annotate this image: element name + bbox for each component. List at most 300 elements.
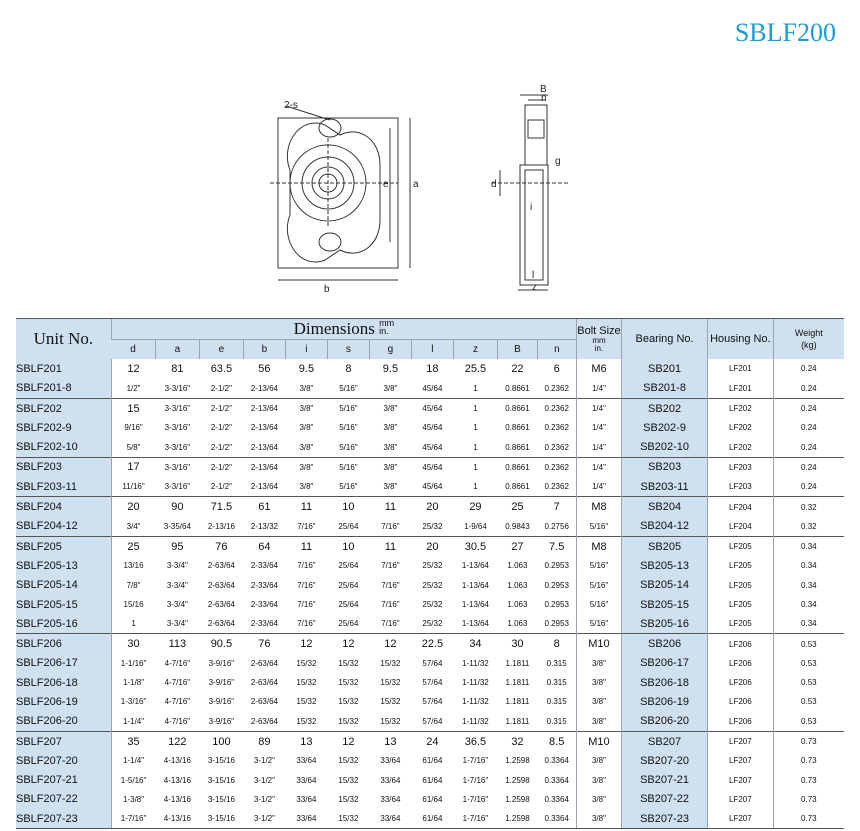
label-B: B [540,84,547,95]
dim-cell-d: 1-1/8" [123,678,145,688]
dim-cell-i: 7/16" [297,521,316,531]
dim-cell-a: 4-7/16" [164,658,191,668]
dim-cell-s: 15/32 [338,697,359,707]
dim-cell-s: 10 [327,497,369,517]
dim-cell-l: 25/32 [422,561,443,571]
bolt-unit-in: in. [594,344,604,354]
dim-cell-s: 25/64 [338,521,359,531]
dim-cell-e: 2-1/2" [210,442,232,452]
dim-cell-n: 8 [537,634,576,654]
dim-cell-a: 4-13/16 [163,775,191,785]
dim-cell-z: 1 [453,398,497,418]
bearing-no-cell: SB202-10 [622,437,708,457]
dim-cell-d: 1-1/16" [120,658,147,668]
unit-no-cell: SBLF206-19 [16,692,111,711]
dim-cell-B: 1.2598 [505,794,530,804]
dim-cell-b: 56 [258,362,271,375]
weight-cell: 0.34 [773,614,844,634]
dim-cell-e: 2-1/2" [199,457,243,477]
dim-cell-a: 3-3/16" [164,442,191,452]
table-row [16,536,844,556]
label-2-s: 2-s [284,100,298,111]
dim-cell-e: 71.5 [199,497,243,517]
dim-cell-e: 2-1/2" [210,383,232,393]
unit-no-cell: SBLF202-10 [16,437,111,457]
dim-cell-b: 2-33/64 [250,561,278,571]
dim-cell-B: 25 [497,497,537,517]
dim-cell-e: 2-63/64 [207,600,235,609]
dim-cell-l: 45/64 [422,423,443,433]
dim-cell-s: 5/16" [339,423,358,433]
dim-cell-d: 9/16" [124,423,143,433]
dim-cell-B: 1.1811 [505,658,530,668]
weight-unit: (kg) [801,340,817,351]
dim-cell-s: 5/16" [327,398,369,418]
bolt-size-cell: 1/4" [576,379,621,399]
label-b: b [324,284,330,295]
bolt-size-cell: 5/16" [576,595,621,614]
dim-cell-z: 1 [453,457,497,477]
housing-no-cell: LF205 [708,536,774,556]
table-row [16,731,844,751]
dim-cell-d: 1-1/4" [123,716,145,726]
dim-cell-n: 0.2362 [537,457,576,477]
side-view-drawing [491,84,570,293]
bearing-no-cell: SB203-11 [622,477,708,497]
bearing-no-cell: SB205-14 [622,576,708,595]
dimensions-label: Dimensions [293,319,375,338]
housing-no-cell: LF204 [708,517,774,537]
dim-cell-a: 3-35/64 [163,521,191,531]
dim-cell-g: 15/32 [380,658,401,668]
dim-cell-g: 15/32 [380,697,401,707]
unit-no-cell: SBLF206-20 [16,712,111,732]
dim-cell-s: 8 [345,362,352,375]
unit-no-cell: SBLF206-17 [16,654,111,673]
dim-cell-g: 12 [369,634,411,654]
dim-cell-d: 1-3/16" [120,697,147,707]
label-n: n [541,93,547,104]
bearing-no-cell: SB207-23 [622,809,708,829]
weight-cell: 0.34 [773,536,844,556]
dim-cell-g: 3/8" [383,423,398,433]
dim-cell-g: 15/32 [380,678,401,688]
dim-cell-i: 3/8" [299,423,314,433]
bearing-no-cell: SB206-18 [622,673,708,692]
dim-col-g: g [369,340,411,360]
table-row [16,457,844,477]
bearing-no-cell: SB205-16 [622,614,708,634]
weight-cell: 0.34 [773,556,844,575]
dim-col-z: z [453,340,497,360]
dim-cell-g: 7/16" [381,619,400,629]
bolt-size-cell: 1/4" [576,418,621,437]
housing-no-cell: LF202 [708,418,774,437]
unit-no-cell: SBLF202 [16,398,111,418]
bolt-size-cell: M8 [576,536,621,556]
dim-cell-i: 33/64 [296,794,317,804]
dim-cell-e: 2-1/2" [210,423,232,433]
dim-cell-z: 1 [473,482,478,492]
dim-cell-g: 11 [369,536,411,556]
dim-cell-e: 2-1/2" [210,482,232,492]
bearing-no-cell: SB205-15 [622,595,708,614]
unit-no-cell: SBLF201-8 [16,379,111,399]
bearing-no-cell: SB204 [622,497,708,517]
housing-no-cell: LF207 [708,731,774,751]
dim-cell-n: 0.3364 [537,809,576,829]
bolt-size-label: Bolt Size [577,325,621,338]
dim-cell-i: 33/64 [296,756,317,766]
dim-cell-b: 3-1/2" [253,775,275,785]
bearing-no-cell: SB206-19 [622,692,708,711]
dim-cell-z: 1-7/16" [462,775,489,785]
dim-cell-z: 1 [473,423,478,433]
dim-cell-i: 3/8" [285,457,327,477]
unit-no-cell: SBLF201 [16,359,111,378]
housing-no-cell: LF206 [708,712,774,732]
dim-cell-i: 3/8" [299,482,314,492]
bearing-no-cell: SB205 [622,536,708,556]
unit-no-cell: SBLF205-13 [16,556,111,575]
dim-cell-s: 15/32 [338,678,359,688]
dim-cell-a: 4-7/16" [164,697,191,707]
housing-no-cell: LF205 [708,614,774,634]
dim-cell-d: 1-3/8" [123,794,145,804]
dim-col-a: a [155,340,199,360]
dim-cell-a: 4-13/16 [163,756,191,766]
dim-cell-s: 15/32 [327,809,369,829]
dim-cell-z: 1 [473,442,478,452]
bolt-size-cell: 3/8" [576,809,621,829]
dim-cell-l: 61/64 [422,794,443,804]
dim-cell-n: 0.2953 [544,619,569,629]
dim-cell-d: 13/16 [123,561,144,571]
dim-cell-i: 7/16" [297,600,316,609]
dim-cell-i: 33/64 [296,775,317,785]
dim-cell-e: 3-9/16" [208,658,235,668]
dim-cell-n: 0.2953 [544,561,569,571]
dim-cell-l: 25/32 [422,580,443,590]
dim-cell-s: 15/32 [338,756,359,766]
dim-cell-e: 2-13/16 [207,521,235,531]
bolt-size-cell: 5/16" [576,556,621,575]
weight-cell: 0.53 [773,634,844,654]
weight-cell: 0.73 [773,731,844,751]
housing-no-cell: LF204 [708,497,774,517]
dim-cell-n: 7.5 [537,536,576,556]
dim-cell-i: 7/16" [297,580,316,590]
table-row [16,556,844,575]
weight-cell: 0.53 [773,692,844,711]
unit-no-cell: SBLF204 [16,497,111,517]
dim-cell-e: 3-15/16 [207,756,235,766]
label-i: i [530,202,533,213]
weight-cell: 0.34 [773,595,844,614]
dim-cell-a: 122 [155,731,199,751]
dim-cell-B: 0.8661 [505,442,530,452]
dim-cell-z: 1-13/64 [461,580,490,590]
housing-no-cell: LF201 [708,359,774,378]
dim-cell-b: 89 [243,731,285,751]
housing-no-cell: LF205 [708,576,774,595]
dim-cell-g: 33/64 [380,775,401,785]
dim-cell-B: 1.063 [507,600,528,609]
dim-cell-d: 1 [131,619,136,629]
dim-cell-l: 57/64 [422,678,443,688]
bolt-size-cell: M6 [576,359,621,378]
dim-cell-B: 0.8661 [505,423,530,433]
label-l: l [532,270,535,281]
housing-no-cell: LF207 [708,790,774,809]
dim-cell-z: 1-11/32 [462,678,489,688]
dim-cell-g: 33/64 [380,794,401,804]
label-g: g [555,156,561,167]
dim-cell-d: 30 [111,634,155,654]
dim-cell-e: 90.5 [199,634,243,654]
dim-col-l: l [411,340,453,360]
dim-cell-l: 57/64 [422,658,443,668]
table-row [16,809,844,829]
table-row [16,771,844,790]
bearing-no-cell: SB203 [622,457,708,477]
dim-cell-B: 0.9843 [505,521,530,531]
dim-cell-B: 22 [511,362,524,375]
weight-cell: 0.32 [773,497,844,517]
bearing-no-cell: SB202 [622,398,708,418]
housing-no-cell: LF202 [708,437,774,457]
dim-cell-s: 15/32 [338,658,359,668]
dim-cell-l: 45/64 [422,383,443,393]
unit-no-cell: SBLF206 [16,634,111,654]
bearing-no-cell: SB206 [622,634,708,654]
table-row [16,712,844,732]
table-row [16,634,844,654]
dim-cell-l: 24 [411,731,453,751]
dim-cell-l: 20 [411,536,453,556]
table-row [16,576,844,595]
bolt-size-cell: 5/16" [576,576,621,595]
dim-cell-d: 11/16" [122,482,145,492]
dim-cell-g: 7/16" [381,580,400,590]
unit-no-header: Unit No. [16,319,111,360]
unit-no-cell: SBLF206-18 [16,673,111,692]
dim-cell-d: 17 [111,457,155,477]
dim-cell-g: 13 [369,731,411,751]
unit-no-cell: SBLF205 [16,536,111,556]
dim-cell-a: 3-3/16" [164,482,191,492]
bearing-no-cell: SB206-20 [622,712,708,732]
table-row [16,379,844,399]
bolt-size-cell: 1/4" [576,398,621,418]
dim-cell-b: 61 [243,497,285,517]
housing-no-cell: LF206 [708,654,774,673]
dim-cell-i: 15/32 [296,697,317,707]
weight-header [773,319,844,360]
dim-cell-z: 1-7/16" [453,809,497,829]
weight-cell: 0.34 [773,576,844,595]
dim-cell-z: 1-13/64 [461,619,490,629]
dim-cell-b: 2-13/64 [250,482,278,492]
dim-cell-g: 33/64 [369,809,411,829]
dim-cell-e: 3-15/16 [199,809,243,829]
dim-cell-b: 2-33/64 [250,619,278,629]
dim-cell-n: 0.2362 [544,423,569,433]
weight-cell: 0.24 [773,359,844,378]
dim-col-s: s [327,340,369,360]
dim-cell-z: 1-11/32 [462,658,489,668]
dim-cell-s: 15/32 [338,716,359,726]
bearing-no-cell: SB202-9 [622,418,708,437]
dim-cell-z: 1 [473,383,478,393]
table-row [16,497,844,517]
dim-col-n: n [537,340,576,360]
dim-cell-e: 3-15/16 [207,775,235,785]
table-row [16,654,844,673]
unit-no-cell: SBLF205-14 [16,576,111,595]
dim-cell-n: 0.2953 [544,580,569,590]
housing-no-cell: LF206 [708,692,774,711]
weight-cell: 0.53 [773,673,844,692]
dim-cell-d: 1-7/16" [111,809,155,829]
weight-cell: 0.53 [773,654,844,673]
spec-table-body [16,359,844,829]
housing-no-cell: LF207 [708,809,774,829]
dim-cell-g: 7/16" [381,561,400,571]
label-a: a [413,179,419,190]
dim-cell-i: 15/32 [296,716,317,726]
dim-cell-B: 27 [497,536,537,556]
dim-cell-i: 7/16" [297,619,316,629]
weight-cell: 0.32 [773,517,844,537]
weight-cell: 0.24 [773,379,844,399]
dim-cell-B: 0.8661 [497,457,537,477]
dim-cell-a: 4-13/16 [155,809,199,829]
bolt-size-header [576,319,621,360]
dim-cell-i: 15/32 [296,678,317,688]
dim-cell-b: 3-1/2" [253,794,275,804]
dim-col-d: d [111,340,155,360]
bearing-no-header: Bearing No. [622,319,708,360]
unit-no-cell: SBLF203-11 [16,477,111,497]
table-row [16,595,844,614]
dim-cell-b: 3-1/2" [253,756,275,766]
table-row [16,398,844,418]
dim-cell-l: 25/32 [422,600,443,609]
dim-cell-n: 0.2362 [544,482,569,492]
unit-no-cell: SBLF207-21 [16,771,111,790]
table-row [16,751,844,770]
dim-cell-g: 33/64 [380,756,401,766]
dim-cell-s: 5/16" [327,457,369,477]
dim-cell-B: 1.1811 [505,678,530,688]
dim-cell-g: 7/16" [381,521,400,531]
dim-cell-a: 4-13/16 [163,794,191,804]
bearing-no-cell: SB205-13 [622,556,708,575]
dim-cell-i: 13 [285,731,327,751]
dim-cell-i: 7/16" [297,561,316,571]
dim-cell-a: 4-7/16" [164,678,191,688]
weight-cell: 0.53 [773,712,844,732]
dim-cell-z: 1-7/16" [462,794,489,804]
unit-no-cell: SBLF202-9 [16,418,111,437]
weight-cell: 0.24 [773,457,844,477]
housing-no-cell: LF203 [708,457,774,477]
dim-cell-e: 3-9/16" [208,697,235,707]
dim-cell-n: 0.315 [546,716,567,726]
dim-cell-d: 3/4" [126,521,141,531]
bolt-size-cell: M10 [576,731,621,751]
unit-no-cell: SBLF205-16 [16,614,111,634]
dim-cell-n: 0.3364 [544,756,569,766]
weight-cell: 0.24 [773,398,844,418]
dim-cell-a: 3-3/4" [166,619,188,629]
dim-cell-n: 0.315 [546,697,567,707]
bolt-size-cell: 3/8" [576,673,621,692]
dim-cell-l: 57/64 [422,697,443,707]
bolt-size-cell: M8 [576,497,621,517]
dim-cell-a: 3-3/4" [166,600,188,609]
dim-cell-e: 2-63/64 [207,580,235,590]
dim-cell-d: 15 [111,398,155,418]
housing-no-cell: LF207 [708,771,774,790]
dim-cell-l: 45/64 [422,442,443,452]
bearing-no-cell: SB207 [622,731,708,751]
dim-cell-d: 5/8" [126,442,141,452]
dim-cell-g: 7/16" [381,600,400,609]
dim-cell-B: 1.2598 [505,756,530,766]
bearing-no-cell: SB206-17 [622,654,708,673]
dim-cell-e: 3-9/16" [208,678,235,688]
table-row [16,517,844,537]
weight-cell: 0.24 [773,477,844,497]
dim-cell-z: 1-9/64 [464,521,487,531]
unit-no-cell: SBLF207 [16,731,111,751]
weight-cell: 0.73 [773,809,844,829]
table-row [16,477,844,497]
dim-cell-s: 15/32 [338,794,359,804]
dim-cell-B: 1.063 [507,561,528,571]
dim-cell-B: 30 [497,634,537,654]
dim-cell-l: 18 [426,362,439,375]
unit-no-cell: SBLF203 [16,457,111,477]
dim-cell-z: 25.5 [464,362,487,375]
unit-no-cell: SBLF207-20 [16,751,111,770]
dim-cell-n: 0.315 [546,678,567,688]
bearing-no-cell: SB207-22 [622,790,708,809]
bearing-no-cell: SB204-12 [622,517,708,537]
dim-cell-e: 100 [199,731,243,751]
dim-cell-s: 5/16" [339,482,358,492]
housing-no-cell: LF203 [708,477,774,497]
housing-no-cell: LF207 [708,751,774,770]
dim-cell-b: 2-13/64 [250,442,278,452]
bolt-unit-mm: mm [592,336,606,346]
dim-cell-g: 3/8" [383,442,398,452]
dim-cell-a: 90 [155,497,199,517]
dim-cell-z: 36.5 [453,731,497,751]
label-z: z [532,282,537,293]
dim-cell-n: 0.3364 [544,794,569,804]
unit-no-cell: SBLF205-15 [16,595,111,614]
dim-cell-l: 45/64 [422,482,443,492]
dim-cell-d: 1-5/16" [120,775,147,785]
dim-cell-b: 2-63/64 [250,658,278,668]
front-view-drawing [270,100,419,295]
dim-cell-b: 2-13/32 [250,521,278,531]
dim-cell-d: 12 [127,362,140,375]
dim-cell-d: 35 [111,731,155,751]
